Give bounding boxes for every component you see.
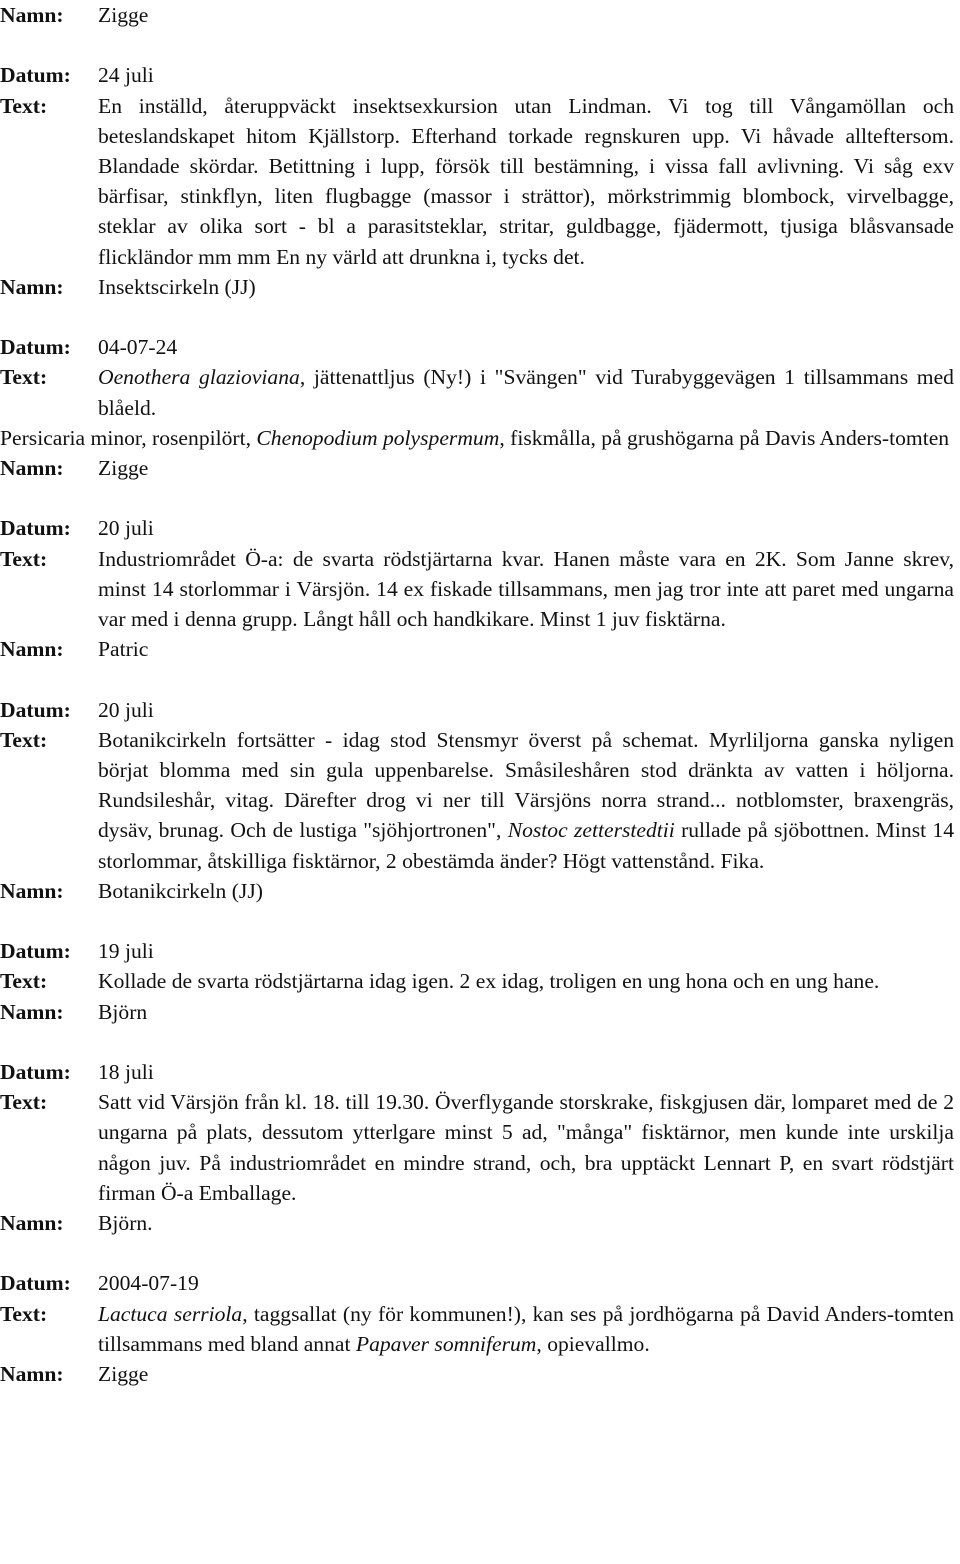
name-row xyxy=(0,453,954,483)
name-row xyxy=(0,1359,954,1389)
name-label: Namn: xyxy=(0,637,64,662)
date-label: Datum: xyxy=(0,1271,71,1296)
name-label: Namn: xyxy=(0,1362,64,1387)
date-label: Datum: xyxy=(0,697,71,722)
name-row xyxy=(0,272,954,302)
date-row xyxy=(0,695,954,725)
text-label: Text: xyxy=(0,969,48,994)
name-value: Zigge xyxy=(98,3,149,27)
date-label: Datum: xyxy=(0,939,71,964)
date-value: 04-07-24 xyxy=(98,335,178,360)
date-value: 20 juli xyxy=(98,516,154,541)
text-value: Lactuca serriola, taggsallat (ny för kommunen!), kan ses på jordhögarna på David Anders-tomten tillsammans med bland annat Papaver somniferum, opievallmo. xyxy=(98,1301,954,1356)
text-value: En inställd, återuppväckt insektsexkursion utan Lindman. Vi tog till Vångamöllan och beteslandskapet hitom Kjällstorp. Efterhand torkade regnskuren upp. Vi håvade allteftersom. Blandade skördar. Betittning i lupp, försök till bestämning, i vissa fall avlivning. Vi såg exv bärfisar, stinkflyn, liten flugbagge (massor i strättor), mörkstrimmig blombock, virvelbagge, steklar av olika sort - bl a parasitsteklar, stritar, guldbagge, fjädermott, tjusiga blåsvansade flickländor mm mm En ny värld att drunkna i, tycks det. xyxy=(98,93,954,269)
text-label: Text: xyxy=(0,727,48,752)
name-label: Namn: xyxy=(0,456,64,481)
text-row xyxy=(0,966,954,996)
date-row xyxy=(0,332,954,362)
text-row xyxy=(0,544,954,635)
text-value: Kollade de svarta rödstjärtarna idag igen. 2 ex idag, troligen en ung hona och en ung hane. xyxy=(98,969,880,994)
date-label: Datum: xyxy=(0,516,71,541)
text-row xyxy=(0,362,954,422)
name-value: Zigge xyxy=(98,456,149,481)
name-row xyxy=(0,997,954,1027)
name-row xyxy=(0,1208,954,1238)
text-row xyxy=(0,725,954,876)
text-value: Oenothera glazioviana, jättenattljus (Ny!) i "Svängen" vid Turabyggevägen 1 tillsammans med blåeld. xyxy=(98,365,954,420)
date-row xyxy=(0,1268,954,1298)
name-row xyxy=(0,0,954,30)
name-label: Namn: xyxy=(0,3,64,27)
text-row xyxy=(0,1087,954,1208)
name-value: Björn xyxy=(98,999,148,1024)
text-label: Text: xyxy=(0,1301,48,1326)
text-label: Text: xyxy=(0,365,48,390)
text-label: Text: xyxy=(0,93,48,118)
name-label: Namn: xyxy=(0,999,64,1024)
text-continuation: Persicaria minor, rosenpilört, Chenopodium polyspermum, fiskmålla, på grushögarna på Davis Anders-tomten xyxy=(0,425,950,450)
date-value: 20 juli xyxy=(98,697,154,722)
date-value: 2004-07-19 xyxy=(98,1271,199,1296)
date-row xyxy=(0,60,954,90)
text-label: Text: xyxy=(0,1090,48,1115)
date-row xyxy=(0,1057,954,1087)
name-label: Namn: xyxy=(0,1211,64,1236)
date-value: 24 juli xyxy=(98,63,154,88)
date-row xyxy=(0,936,954,966)
date-label: Datum: xyxy=(0,335,71,360)
text-value: Satt vid Värsjön från kl. 18. till 19.30. Överflygande storskrake, fiskgjusen där, lomparet med de 2 ungarna på plats, dessutom ytterlgare minst 5 ad, "många" fisktärnor, men kunde inte urskilja någon juv. På industriområdet en mindre strand, och, bra upptäckt Lennart P, en svart rödstjärt firman Ö-a Emballage. xyxy=(98,1090,954,1205)
name-value: Insektscirkeln (JJ) xyxy=(98,274,256,299)
name-row xyxy=(0,876,954,906)
name-value: Björn. xyxy=(98,1211,153,1236)
text-row xyxy=(0,91,954,272)
name-value: Patric xyxy=(98,637,149,662)
text-value: Industriområdet Ö-a: de svarta rödstjärtarna kvar. Hanen måste vara en 2K. Som Janne skrev, minst 14 storlommar i Värsjön. 14 ex fiskade tillsammans, men jag tror inte att paret med ungarna var med i denna grupp. Långt håll och handkikare. Minst 1 juv fisktärna. xyxy=(98,546,954,632)
date-value: 18 juli xyxy=(98,1060,154,1085)
date-row xyxy=(0,513,954,543)
name-value: Botanikcirkeln (JJ) xyxy=(98,878,263,903)
date-label: Datum: xyxy=(0,1060,71,1085)
name-value: Zigge xyxy=(98,1362,149,1387)
name-row xyxy=(0,634,954,664)
date-label: Datum: xyxy=(0,63,71,88)
date-value: 19 juli xyxy=(98,939,154,964)
text-label: Text: xyxy=(0,546,48,571)
name-label: Namn: xyxy=(0,878,64,903)
text-value: Botanikcirkeln fortsätter - idag stod Stensmyr överst på schemat. Myrliljorna ganska nyligen börjat blomma med sin gula uppenbarelse. Småsileshåren stod dränkta av vatten i höljorna. Rundsileshår, vitag. Därefter drog vi ner till Värsjöns norra strand... notblomster, braxengräs, dysäv, brunag. Och de lustiga "sjöhjortronen", Nostoc zetterstedtii rullade på sjöbottnen. Minst 14 storlommar, åtskilliga fisktärnor, 2 obestämda änder? Högt vattenstånd. Fika. xyxy=(98,727,954,873)
name-label: Namn: xyxy=(0,274,64,299)
text-row xyxy=(0,1299,954,1359)
